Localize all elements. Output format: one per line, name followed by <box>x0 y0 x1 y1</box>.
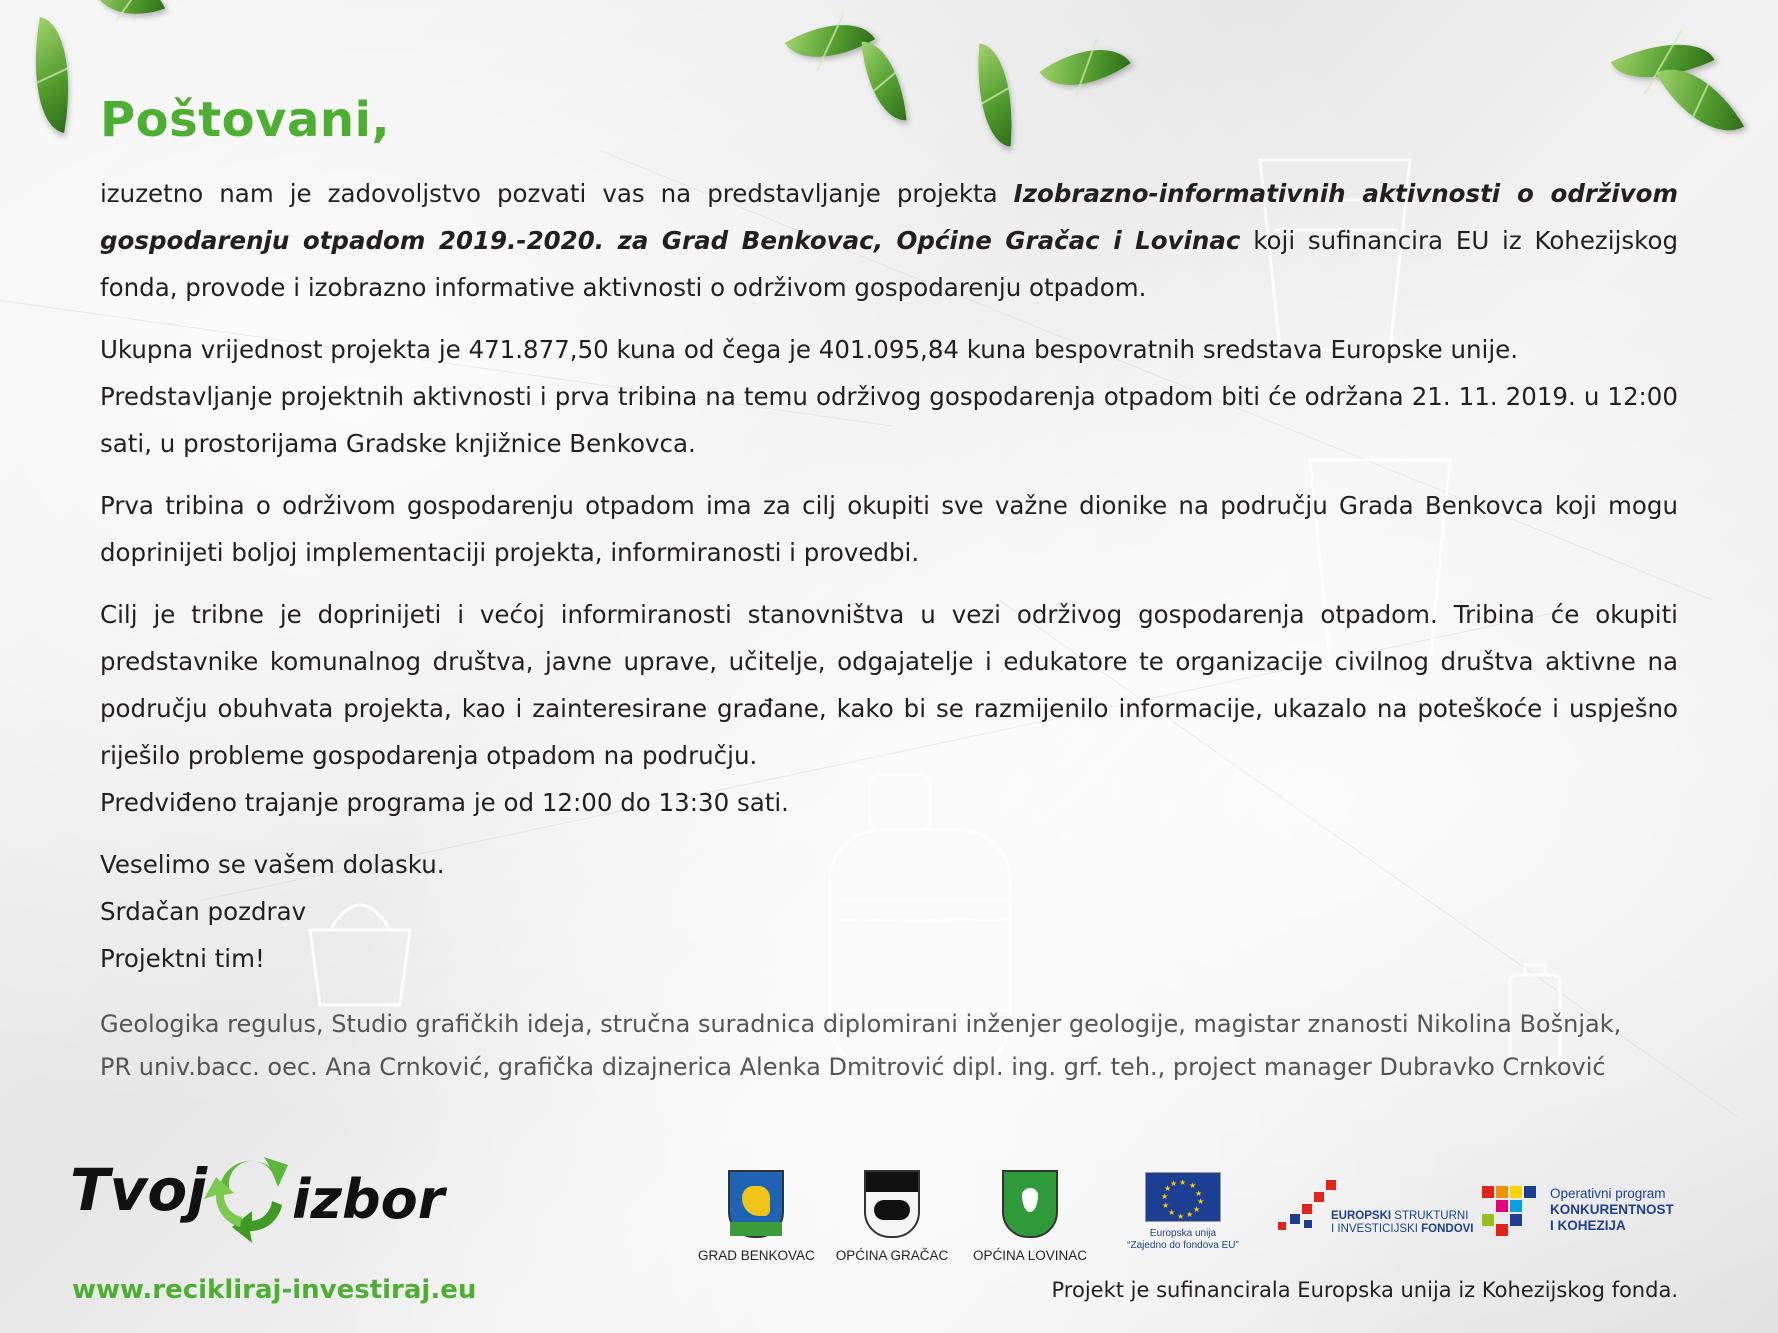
funding-note: Projekt je sufinancirala Europska unija iz Kohezijskog fonda. <box>1051 1278 1678 1302</box>
event-details-paragraph: Predstavljanje projektnih aktivnosti i prva tribina na temu održivog gospodarenja otpadom biti će održana 21. 11. 2019. u 12:00 sati, u prostorijama Gradske knjižnice Benkovca. <box>100 382 1678 458</box>
esif-word: I INVESTICIJSKI <box>1331 1223 1422 1235</box>
esif-logo-text <box>1331 1210 1474 1236</box>
intro-text: izuzetno nam je zadovoljstvo pozvati vas na predstavljanje projekta <box>100 179 1014 208</box>
credits-line: PR univ.bacc. oec. Ana Crnković, grafička dizajnerica Alenka Dmitrović dipl. ing. grf. teh., project manager Dubravko Crnković <box>100 1053 1606 1081</box>
leaf-decoration <box>95 0 165 29</box>
partner-gracac <box>832 1170 952 1263</box>
eu-flag-logo <box>1118 1172 1248 1252</box>
esif-word: EUROPSKI <box>1331 1210 1392 1222</box>
logo-word: izbor <box>292 1168 445 1231</box>
project-value-paragraph: Ukupna vrijednost projekta je 471.877,50 kuna od čega je 401.095,84 kuna bespovratnih sredstava Europske unije. <box>100 335 1519 364</box>
opkk-line: Operativni program <box>1550 1186 1666 1201</box>
tvoj-izbor-logo <box>70 1140 445 1250</box>
esif-word: FONDOVI <box>1421 1223 1474 1235</box>
duration-paragraph: Predviđeno trajanje programa je od 12:00 do 13:30 sati. <box>100 788 789 817</box>
opkk-line: I KOHEZIJA <box>1550 1218 1626 1233</box>
intro-text-end: koji sufinancira EU iz Kohezijskog fonda, provode i izobrazno informative aktivnosti o održivom gospodarenju otpadom. <box>100 226 1679 302</box>
gracac-coat-of-arms-icon <box>864 1170 920 1238</box>
letter-body <box>100 170 1678 982</box>
benkovac-coat-of-arms-icon <box>728 1170 784 1238</box>
signature-line: Projektni tim! <box>100 944 265 973</box>
greeting-heading: Poštovani, <box>100 92 391 148</box>
eu-caption-line: “Zajedno do fondova EU” <box>1127 1240 1239 1251</box>
leaf-decoration <box>861 39 906 124</box>
partner-name: OPĆINA GRAČAC <box>835 1248 949 1263</box>
opkk-logo-text <box>1550 1186 1674 1234</box>
project-title: Izobrazno-informativnih aktivnosti o održivom gospodarenju otpadom 2019.-2020. za Grad Benkovac, Općine Gračac i Lovinac <box>100 179 1678 255</box>
credits <box>100 1003 1700 1089</box>
intro-paragraph <box>100 170 1678 311</box>
website-link[interactable]: www.recikliraj-investiraj.eu <box>72 1275 477 1305</box>
tribune-description-paragraph: Cilj je tribne je doprinijeti i većoj informiranosti stanovništva u vezi održivog gospodarenja otpadom. Tribina će okupiti predstavnike komunalnog društva, javne uprave, učitelje, odgajatelje i edukatore te organizacije civilnog društva aktivne na području obuhvata projekta, kao i zainteresirane građane, kako bi se razmijenilo informacije, ukazalo na poteškoće i uspješno riješilo probleme gospodarenja otpadom na području. <box>100 600 1678 770</box>
recycle-icon <box>204 1157 288 1243</box>
lovinac-coat-of-arms-icon <box>1002 1170 1058 1238</box>
leaf-decoration <box>21 17 83 133</box>
logo-word: Tvoj <box>70 1156 208 1224</box>
leaf-decoration <box>971 43 1020 146</box>
partner-name: OPĆINA LOVINAC <box>972 1248 1088 1263</box>
esif-word: STRUKTURNI <box>1391 1210 1469 1222</box>
partner-lovinac <box>966 1170 1094 1263</box>
closing-line: Veselimo se vašem dolasku. <box>100 850 445 879</box>
tribune-goal-paragraph: Prva tribina o održivom gospodarenju otpadom ima za cilj okupiti sve važne dionike na području Grada Benkovca koji mogu doprinijeti boljoj implementaciji projekta, informiranosti i provedbi. <box>100 491 1678 567</box>
leaf-decoration <box>1039 26 1130 109</box>
eu-flag-icon: ★ ★ ★ ★ ★ ★ ★ ★ ★ ★ ★ ★ <box>1145 1172 1221 1222</box>
eu-caption-line: Europska unija <box>1149 1228 1217 1239</box>
partner-name: GRAD BENKOVAC <box>698 1248 815 1263</box>
opkk-logo-icon <box>1482 1186 1538 1236</box>
opkk-line: KONKURENTNOST <box>1550 1202 1674 1217</box>
regards-line: Srdačan pozdrav <box>100 897 307 926</box>
partner-benkovac <box>698 1170 814 1263</box>
eu-caption <box>1118 1228 1248 1252</box>
credits-line: Geologika regulus, Studio grafičkih ideja, stručna suradnica diplomirani inženjer geologije, magistar znanosti Nikolina Bošnjak, <box>100 1010 1622 1038</box>
